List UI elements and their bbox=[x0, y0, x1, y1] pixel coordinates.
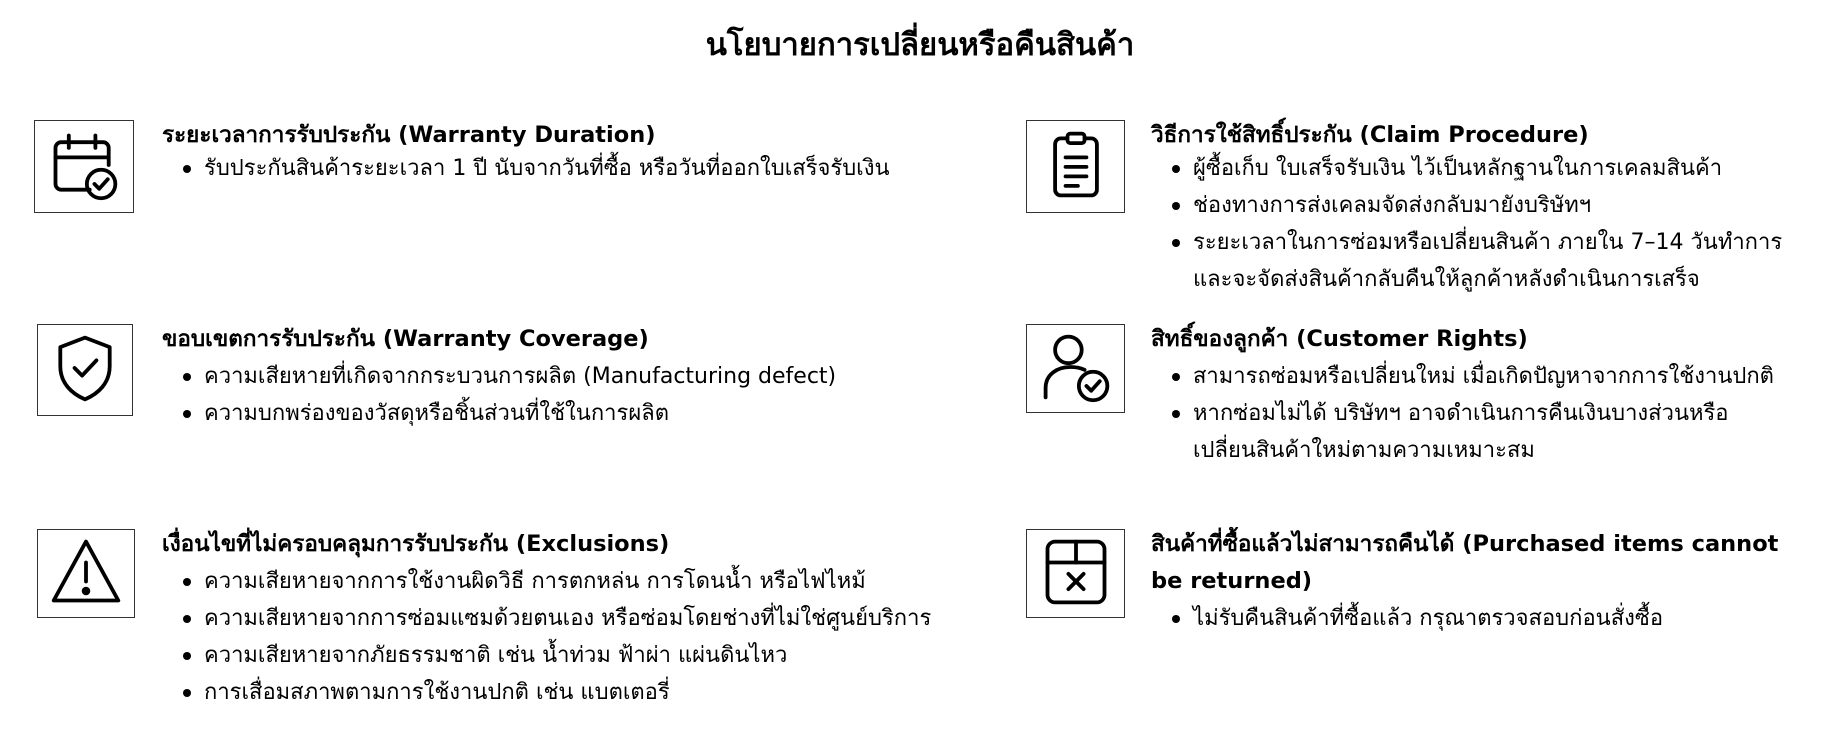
section-title: วิธีการใช้สิทธิ์ประกัน (Claim Procedure) bbox=[1151, 122, 1589, 148]
list-item: ความเสียหายที่เกิดจากกระบวนการผลิต (Manufacturing defect) bbox=[183, 358, 983, 395]
section-title: สิทธิ์ของลูกค้า (Customer Rights) bbox=[1151, 326, 1528, 352]
bullet-list bbox=[183, 358, 983, 432]
icon-frame bbox=[37, 324, 133, 416]
warning-icon bbox=[48, 534, 124, 614]
calendar-check-icon bbox=[46, 127, 122, 207]
box-x-icon bbox=[1038, 534, 1114, 614]
bullet-list bbox=[1172, 358, 1822, 469]
list-item: ความเสียหายจากการใช้งานผิดวิธี การตกหล่น การโดนน้ำ หรือไฟไหม้ bbox=[183, 563, 1003, 600]
icon-frame bbox=[1026, 529, 1125, 618]
user-check-icon bbox=[1038, 329, 1114, 409]
list-item: ความบกพร่องของวัสดุหรือชิ้นส่วนที่ใช้ในการผลิต bbox=[183, 395, 983, 432]
list-item: ไม่รับคืนสินค้าที่ซื้อแล้ว กรุณาตรวจสอบก่อนสั่งซื้อ bbox=[1172, 600, 1822, 637]
bullet-list bbox=[183, 150, 983, 187]
list-item: การเสื่อมสภาพตามการใช้งานปกติ เช่น แบตเตอรี่ bbox=[183, 674, 1003, 711]
icon-frame bbox=[34, 120, 134, 213]
shield-check-icon bbox=[47, 330, 123, 410]
page-title: นโยบายการเปลี่ยนหรือคืนสินค้า bbox=[705, 27, 1135, 63]
bullet-list bbox=[183, 563, 1003, 711]
list-item: ความเสียหายจากการซ่อมแซมด้วยตนเอง หรือซ่อมโดยช่างที่ไม่ใช่ศูนย์บริการ bbox=[183, 600, 1003, 637]
list-item: สามารถซ่อมหรือเปลี่ยนใหม่ เมื่อเกิดปัญหาจากการใช้งานปกติ bbox=[1172, 358, 1822, 395]
list-item: ระยะเวลาในการซ่อมหรือเปลี่ยนสินค้า ภายใน 7–14 วันทำการ และจะจัดส่งสินค้ากลับคืนให้ลูกค้าหลังดำเนินการเสร็จ bbox=[1172, 224, 1821, 298]
section-title: สินค้าที่ซื้อแล้วไม่สามารถคืนได้ (Purchased items cannot be returned) bbox=[1151, 531, 1779, 594]
section-title: ระยะเวลาการรับประกัน (Warranty Duration) bbox=[162, 122, 656, 148]
bullet-list bbox=[1172, 600, 1822, 637]
section-title: เงื่อนไขที่ไม่ครอบคลุมการรับประกัน (Exclusions) bbox=[162, 531, 670, 557]
icon-frame bbox=[37, 529, 135, 618]
clipboard-icon bbox=[1038, 127, 1114, 207]
list-item: ช่องทางการส่งเคลมจัดส่งกลับมายังบริษัทฯ bbox=[1172, 187, 1822, 224]
bullet-list bbox=[1172, 150, 1822, 298]
list-item: ความเสียหายจากภัยธรรมชาติ เช่น น้ำท่วม ฟ้าผ่า แผ่นดินไหว bbox=[183, 637, 1003, 674]
section-title: ขอบเขตการรับประกัน (Warranty Coverage) bbox=[162, 326, 649, 352]
icon-frame bbox=[1026, 324, 1125, 413]
list-item: รับประกันสินค้าระยะเวลา 1 ปี นับจากวันที่ซื้อ หรือวันที่ออกใบเสร็จรับเงิน bbox=[183, 150, 983, 187]
icon-frame bbox=[1026, 120, 1125, 213]
list-item: ผู้ซื้อเก็บ ใบเสร็จรับเงิน ไว้เป็นหลักฐานในการเคลมสินค้า bbox=[1172, 150, 1822, 187]
list-item: หากซ่อมไม่ได้ บริษัทฯ อาจดำเนินการคืนเงินบางส่วนหรือเปลี่ยนสินค้าใหม่ตามความเหมาะสม bbox=[1172, 395, 1783, 469]
